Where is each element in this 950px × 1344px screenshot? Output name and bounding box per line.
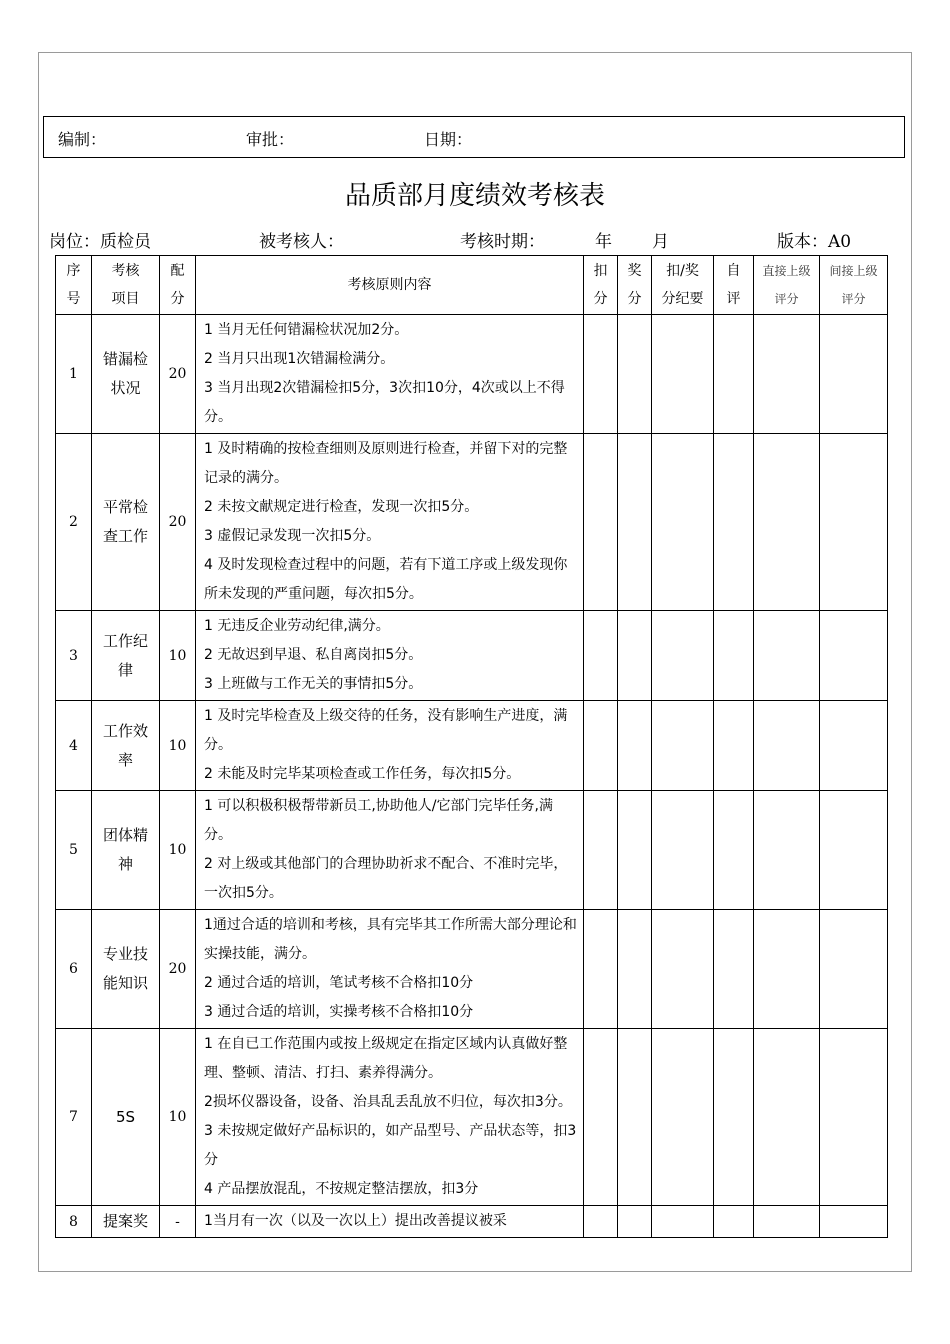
rule-line: 2 通过合适的培训，笔试考核不合格扣10分 [204, 975, 474, 991]
year-label: 年 [595, 232, 612, 252]
header-record: 扣/奖分纪要 [652, 256, 714, 315]
row-seq: 1 [56, 315, 92, 434]
row-reward-cell[interactable] [618, 1029, 652, 1206]
row-rules [196, 791, 584, 910]
row-indirect-cell[interactable] [820, 434, 888, 611]
row-self-cell[interactable] [714, 1206, 754, 1238]
row-self-cell[interactable] [714, 1029, 754, 1206]
prepared-by-label: 编制： [58, 130, 107, 149]
row-self-cell[interactable] [714, 701, 754, 791]
row-deduct-cell[interactable] [584, 1029, 618, 1206]
row-record-cell[interactable] [652, 1029, 714, 1206]
row-record-cell[interactable] [652, 791, 714, 910]
table-row [56, 611, 888, 701]
table-row [56, 315, 888, 434]
row-score: 10 [160, 611, 196, 701]
row-rules [196, 701, 584, 791]
row-reward-cell[interactable] [618, 910, 652, 1029]
rule-line: 2 当月只出现1次错漏检满分。 [204, 351, 395, 367]
rule-line: 1当月有一次（以及一次以上）提出改善提议被采 [204, 1213, 507, 1229]
row-score: 10 [160, 1029, 196, 1206]
rule-line: 3 通过合适的培训，实操考核不合格扣10分 [204, 1004, 474, 1020]
row-seq: 8 [56, 1206, 92, 1238]
rule-line: 1 及时精确的按检查细则及原则进行检查，并留下对的完整记录的满分。 [204, 441, 568, 486]
row-indirect-cell[interactable] [820, 315, 888, 434]
assessment-table [55, 255, 888, 1238]
row-seq: 6 [56, 910, 92, 1029]
row-record-cell[interactable] [652, 611, 714, 701]
row-reward-cell[interactable] [618, 315, 652, 434]
row-deduct-cell[interactable] [584, 910, 618, 1029]
row-direct-cell[interactable] [754, 611, 820, 701]
row-deduct-cell[interactable] [584, 791, 618, 910]
row-self-cell[interactable] [714, 910, 754, 1029]
rule-line: 1 无违反企业劳动纪律,满分。 [204, 618, 390, 634]
row-item [92, 1029, 160, 1206]
row-seq: 4 [56, 701, 92, 791]
document-page [38, 52, 912, 1272]
header-rule: 考核原则内容 [196, 256, 584, 315]
row-reward-cell[interactable] [618, 791, 652, 910]
rule-line: 3 当月出现2次错漏检扣5分，3次扣10分，4次或以上不得分。 [204, 380, 565, 425]
row-rules [196, 315, 584, 434]
row-direct-cell[interactable] [754, 315, 820, 434]
row-item [92, 315, 160, 434]
row-item-text: 工作纪律 [102, 631, 148, 679]
header-deduct: 扣分 [584, 256, 618, 315]
row-indirect-cell[interactable] [820, 1206, 888, 1238]
row-indirect-cell[interactable] [820, 701, 888, 791]
row-rules [196, 434, 584, 611]
header-item: 考核项目 [92, 256, 160, 315]
row-direct-cell[interactable] [754, 1206, 820, 1238]
row-item-text: 5S [115, 1107, 136, 1126]
row-indirect-cell[interactable] [820, 910, 888, 1029]
date-label: 日期： [424, 130, 473, 149]
row-rules [196, 1029, 584, 1206]
table-row [56, 791, 888, 910]
table-row [56, 910, 888, 1029]
header-score: 配分 [160, 256, 196, 315]
row-item-text: 错漏检状况 [102, 350, 148, 397]
row-deduct-cell[interactable] [584, 315, 618, 434]
header-seq: 序号 [56, 256, 92, 315]
row-item [92, 910, 160, 1029]
row-score: 10 [160, 791, 196, 910]
row-item [92, 434, 160, 611]
row-self-cell[interactable] [714, 315, 754, 434]
row-direct-cell[interactable] [754, 910, 820, 1029]
row-self-cell[interactable] [714, 791, 754, 910]
row-deduct-cell[interactable] [584, 434, 618, 611]
row-item [92, 701, 160, 791]
row-direct-cell[interactable] [754, 434, 820, 611]
row-seq: 2 [56, 434, 92, 611]
row-direct-cell[interactable] [754, 791, 820, 910]
page-title: 品质部月度绩效考核表 [344, 181, 605, 211]
row-item-text: 提案奖 [102, 1212, 148, 1230]
rule-line: 3 虚假记录发现一次扣5分。 [204, 528, 381, 544]
row-record-cell[interactable] [652, 315, 714, 434]
row-seq: 7 [56, 1029, 92, 1206]
header-indirect: 间接上级评分 [820, 256, 888, 315]
post-label: 岗位：质检员 [49, 232, 151, 252]
assessee-label: 被考核人： [259, 232, 344, 252]
rule-line: 4 产品摆放混乱，不按规定整洁摆放，扣3分 [204, 1181, 479, 1197]
row-item-text: 专业技能知识 [102, 945, 148, 992]
rule-line: 3 上班做与工作无关的事情扣5分。 [204, 676, 423, 692]
row-indirect-cell[interactable] [820, 611, 888, 701]
row-score: 20 [160, 434, 196, 611]
table-row [56, 434, 888, 611]
period-label: 考核时期： [460, 232, 545, 252]
rule-line: 1通过合适的培训和考核，具有完毕其工作所需大部分理论和实操技能，满分。 [204, 917, 577, 962]
row-record-cell[interactable] [652, 434, 714, 611]
signature-bar [43, 116, 905, 158]
row-item-text: 团体精神 [102, 826, 148, 873]
rule-line: 2损坏仪器设备，设备、治具乱丢乱放不归位，每次扣3分。 [204, 1094, 572, 1110]
row-deduct-cell[interactable] [584, 611, 618, 701]
version-label: 版本：A0 [777, 232, 852, 252]
row-item [92, 611, 160, 701]
row-score: - [160, 1206, 196, 1238]
row-record-cell[interactable] [652, 910, 714, 1029]
row-item-text: 工作效率 [102, 721, 148, 769]
row-self-cell[interactable] [714, 611, 754, 701]
rule-line: 1 在自已工作范围内或按上级规定在指定区域内认真做好整理、整顿、清洁、打扫、素养得满分。 [204, 1036, 568, 1081]
row-deduct-cell[interactable] [584, 1206, 618, 1238]
table-row [56, 1029, 888, 1206]
row-rules [196, 611, 584, 701]
row-record-cell[interactable] [652, 701, 714, 791]
rule-line: 2 无故迟到早退、私自离岗扣5分。 [204, 647, 423, 663]
rule-line: 4 及时发现检查过程中的问题，若有下道工序或上级发现你所未发现的严重问题，每次扣5分。 [204, 557, 568, 602]
row-rules [196, 1206, 584, 1238]
table-header-row [56, 256, 888, 315]
rule-line: 1 及时完毕检查及上级交待的任务，没有影响生产进度，满分。 [204, 708, 568, 753]
rule-line: 2 未按文献规定进行检查，发现一次扣5分。 [204, 499, 479, 515]
table-row [56, 701, 888, 791]
row-indirect-cell[interactable] [820, 791, 888, 910]
header-self: 自评 [714, 256, 754, 315]
row-indirect-cell[interactable] [820, 1029, 888, 1206]
header-direct: 直接上级评分 [754, 256, 820, 315]
approved-by-label: 审批： [246, 130, 295, 149]
row-reward-cell[interactable] [618, 611, 652, 701]
row-item [92, 791, 160, 910]
month-label: 月 [652, 232, 669, 252]
row-direct-cell[interactable] [754, 1029, 820, 1206]
row-deduct-cell[interactable] [584, 701, 618, 791]
row-rules [196, 910, 584, 1029]
row-score: 10 [160, 701, 196, 791]
row-reward-cell[interactable] [618, 434, 652, 611]
rule-line: 1 当月无任何错漏检状况加2分。 [204, 322, 409, 338]
row-self-cell[interactable] [714, 434, 754, 611]
rule-line: 2 未能及时完毕某项检查或工作任务，每次扣5分。 [204, 766, 521, 782]
row-reward-cell[interactable] [618, 1206, 652, 1238]
row-reward-cell[interactable] [618, 701, 652, 791]
row-seq: 5 [56, 791, 92, 910]
row-item [92, 1206, 160, 1238]
row-score: 20 [160, 910, 196, 1029]
rule-line: 3 未按规定做好产品标识的，如产品型号、产品状态等，扣3分 [204, 1123, 577, 1168]
row-seq: 3 [56, 611, 92, 701]
table-row [56, 1206, 888, 1238]
row-score: 20 [160, 315, 196, 434]
row-item-text: 平常检查工作 [102, 498, 148, 545]
row-direct-cell[interactable] [754, 701, 820, 791]
meta-line [39, 227, 911, 251]
rule-line: 2 对上级或其他部门的合理协助祈求不配合、不准时完毕，一次扣5分。 [204, 856, 568, 901]
header-reward: 奖分 [618, 256, 652, 315]
rule-line: 1 可以积极积极帮带新员工,协助他人/它部门完毕任务,满分。 [204, 798, 553, 843]
row-record-cell[interactable] [652, 1206, 714, 1238]
